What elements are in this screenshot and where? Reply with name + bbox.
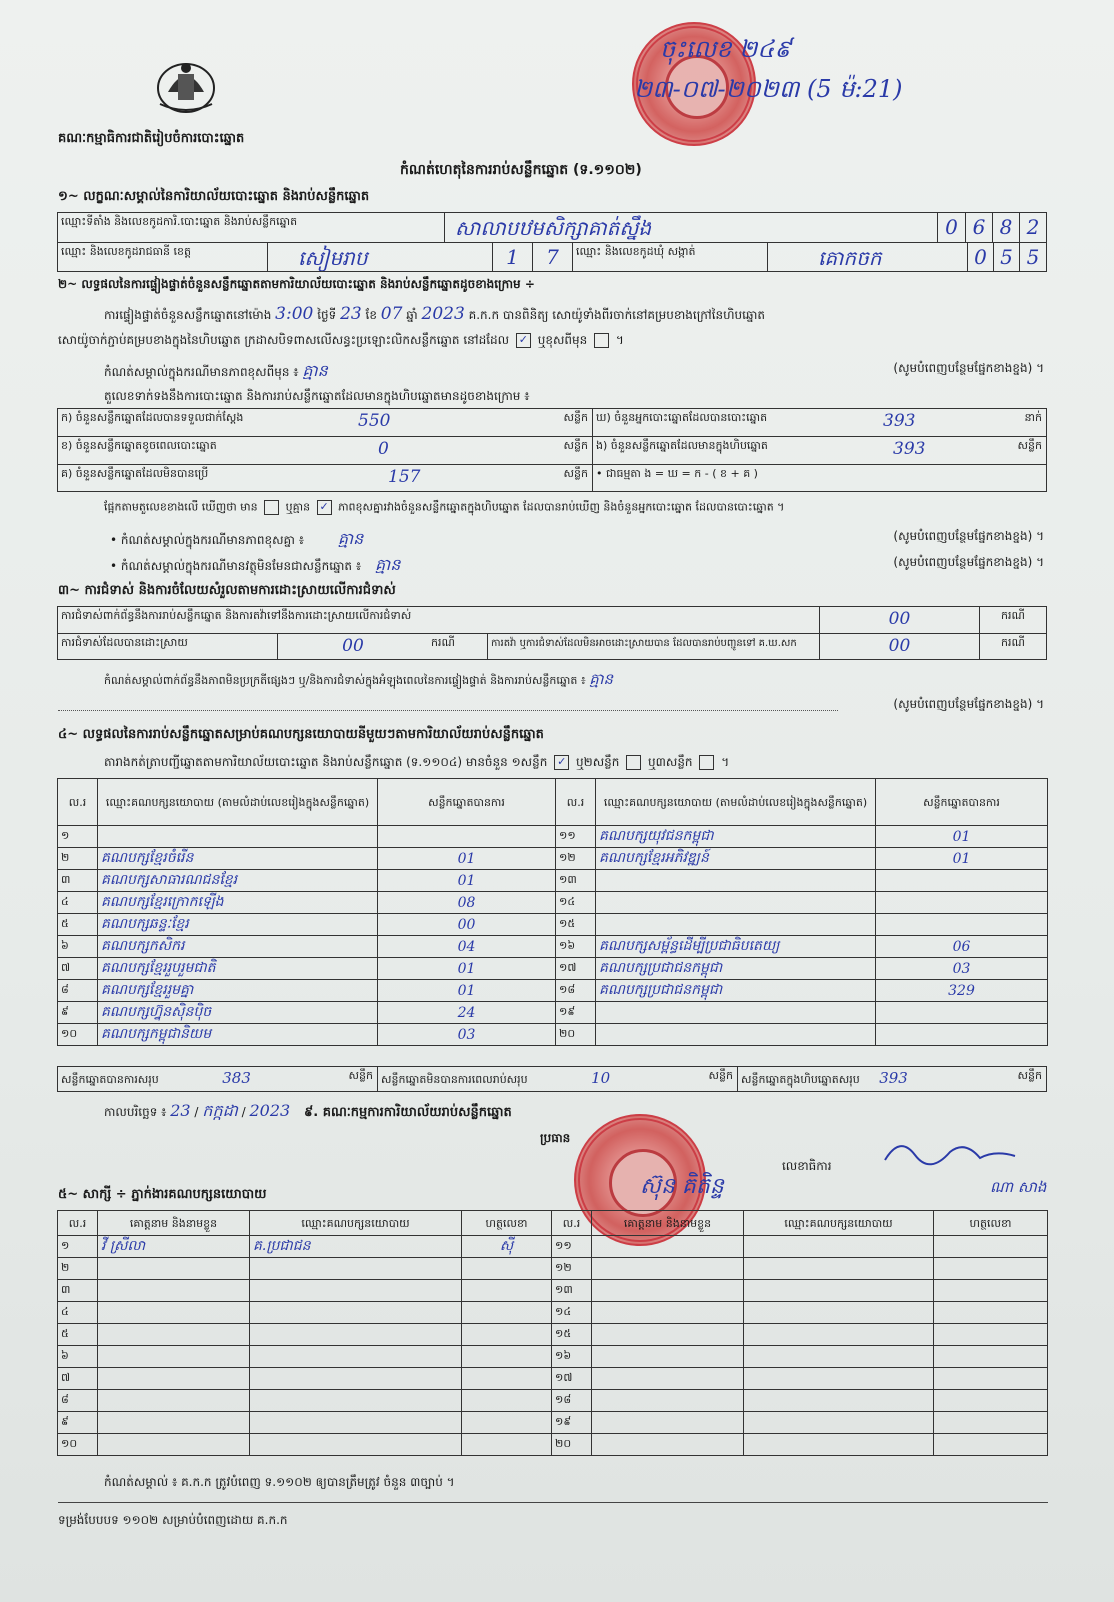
table-row (58, 1024, 1048, 1046)
difference-note-value: គ្មាន (302, 361, 328, 380)
table-row (58, 1002, 1048, 1024)
no-cell: ៦ (58, 936, 98, 958)
form-note: ទម្រង់បែបបទ ១១០២ សម្រាប់បំពេញដោយ គ.ក.ក (58, 1513, 288, 1527)
party-cell: គណបក្សប្រជាជនកម្ពុជា (596, 958, 876, 980)
party-cell (744, 1434, 934, 1456)
sign-cell: ស៊ី (462, 1236, 552, 1258)
sign-cell (462, 1346, 552, 1368)
col-name: គោត្តនាម និងនាមខ្លួន (592, 1211, 744, 1236)
party-cell: គណបក្សកម្ពុជានិយម (98, 1024, 378, 1046)
name-cell (592, 1280, 744, 1302)
col-sign: ហត្ថលេខា (462, 1211, 552, 1236)
section2-heading: ២~ លទ្ធផលនៃការផ្ទៀងផ្ទាត់ចំនួនសន្លឹកឆ្នោតតាមការិយាល័យបោះឆ្នោត និងរាប់សន្លឹកឆ្នោតដូចខាងក្រោម ÷ (58, 277, 535, 291)
votes-cell (876, 1024, 1048, 1046)
totals-row (57, 1066, 1047, 1092)
received-number: ចុះលេខ ២៤៩ (660, 35, 792, 63)
votes-cell: 00 (378, 914, 556, 936)
no-cell: ៥ (58, 1324, 98, 1346)
table-row (58, 826, 1048, 848)
col-sign: ហត្ថលេខា (934, 1211, 1048, 1236)
name-cell (98, 1302, 250, 1324)
commune-code-digit: 5 (1026, 245, 1040, 269)
votes-cell: 06 (876, 936, 1048, 958)
col-no: ល.រ (58, 1211, 98, 1236)
party-cell (744, 1368, 934, 1390)
votes-cell: 08 (378, 892, 556, 914)
party-cell (250, 1390, 462, 1412)
table-row (58, 980, 1048, 1002)
no-cell: ១៧ (552, 1368, 592, 1390)
site-code-digit: 8 (993, 213, 1020, 243)
verification-time: 3:00 (275, 304, 314, 324)
no-cell: ១៩ (552, 1412, 592, 1434)
name-cell (592, 1302, 744, 1324)
figure-k: ក) ចំនួនសន្លឹកឆ្នោតដែលបានទទួលជាក់ស្តែង 550 សន្លឹក (58, 409, 593, 437)
votes-cell: 24 (378, 1002, 556, 1024)
party-cell: គណបក្សឆន្ទៈខ្មែរ (98, 914, 378, 936)
votes-cell: 03 (378, 1024, 556, 1046)
no-cell: ១៨ (556, 980, 596, 1002)
col-party: ឈ្មោះគណបក្សនយោបាយ (250, 1211, 462, 1236)
party-cell (596, 1024, 876, 1046)
formula: • ជាធម្មតា ង = ឃ = ក - ( ខ + គ ) (596, 467, 758, 480)
section1-table (57, 212, 1047, 272)
no-cell: ១០ (58, 1024, 98, 1046)
received-datetime: ២៣-០៧-២០២៣ (5 ម៉:21) (634, 75, 903, 103)
name-cell (98, 1258, 250, 1280)
party-cell (744, 1280, 934, 1302)
party-cell: គណបក្សកសិករ (98, 936, 378, 958)
col-no: ល.រ (556, 779, 596, 826)
no-cell: ១២ (552, 1258, 592, 1280)
sheet-count-line: តារាងកត់ត្រាបញ្ជីឆ្នោតតាមការិយាល័យបោះឆ្នោត និងរាប់សន្លឹកឆ្នោត (ទ.១១០៤) មានចំនួន ១សន្លឹក ✓ ឬ២សន្លឹក ឬ៣សន្លឹក ។ (104, 755, 730, 769)
president-label: ប្រធាន (540, 1131, 571, 1145)
party-cell (744, 1346, 934, 1368)
president-name: ស៊ុន គិតិន្ទ (640, 1174, 724, 1199)
discrepancy-line: ផ្អែកតាមតួលេខខាងលើ ឃើញថា មាន ឬគ្មាន ✓ ភាពខុសគ្នារវាងចំនួនសន្លឹកឆ្នោតក្នុងហិបឆ្នោត ដែលបានរាប់ឃើញ និងចំនួនអ្នកបោះឆ្នោត ដែលបានបោះឆ្នោត ។ (104, 500, 785, 514)
party-cell: គណបក្សខ្មែរក្រោកឡើង (98, 892, 378, 914)
counting-committee: ៩. គណៈកម្មការការិយាល័យរាប់សន្លឹកឆ្នោត (304, 1105, 512, 1120)
signing-month: កក្កដា (202, 1101, 238, 1120)
table-row (58, 1236, 1048, 1258)
no-cell: ១៤ (556, 892, 596, 914)
no-cell: ១០ (58, 1434, 98, 1456)
votes-cell (876, 870, 1048, 892)
no-cell: ១៧ (556, 958, 596, 980)
name-cell (98, 1368, 250, 1390)
name-cell (98, 1412, 250, 1434)
verification-year: 2023 (421, 304, 465, 324)
votes-cell: 01 (378, 980, 556, 1002)
no-cell: ៤ (58, 1302, 98, 1324)
no-cell: ៧ (58, 958, 98, 980)
party-cell: គណបក្សខ្មែររួបរួមជាតិ (98, 958, 378, 980)
no-cell: ១៦ (552, 1346, 592, 1368)
party-cell (250, 1368, 462, 1390)
party-cell: គណបក្សសាធារណជនខ្មែរ (98, 870, 378, 892)
two-sheet-checkbox[interactable] (626, 755, 641, 770)
votes-cell (876, 1002, 1048, 1024)
total-valid: សន្លឹកឆ្នោតបានការសរុប 383 សន្លឹក (58, 1067, 378, 1091)
name-cell (592, 1346, 744, 1368)
figure-gh: ឃ) ចំនួនអ្នកបោះឆ្នោតដែលបានបោះឆ្នោត 393 នាក់ (593, 409, 1046, 437)
no-cell: ២០ (552, 1434, 592, 1456)
table-row (58, 914, 1048, 936)
party-cell (744, 1412, 934, 1434)
table-row (58, 1390, 1048, 1412)
site-code-digit: 0 (938, 213, 966, 243)
votes-cell: 04 (378, 936, 556, 958)
no-cell: ២០ (556, 1024, 596, 1046)
name-cell (592, 1434, 744, 1456)
difference-note: កំណត់សម្គាល់ក្នុងករណីមានភាពខុសពីមុន ៖ គ្មាន (សូមបំពេញបន្ថែមផ្នែកខាងខ្នង) ។ (104, 361, 1044, 380)
province-code-digit: 1 (493, 243, 533, 271)
table-row (58, 848, 1048, 870)
no-cell: ១៥ (556, 914, 596, 936)
no-cell: ១ (58, 826, 98, 848)
verification-line: ការផ្ទៀងផ្ទាត់ចំនួនសន្លឹកឆ្នោតនៅម៉ោង 3:00 ថ្ងៃទី 23 ខែ 07 ឆ្នាំ 2023 គ.ក.ក បានពិនិត្យ សោយ៉ូទាំងពីរចាក់នៅគម្របខាងក្រៅនៃហិបឆ្នោត (104, 304, 766, 324)
col-party: ឈ្មោះគណបក្សនយោបាយ (តាមលំដាប់លេខរៀងក្នុងសន្លឹកឆ្នោត) (596, 779, 876, 826)
name-cell (592, 1368, 744, 1390)
party-cell (744, 1236, 934, 1258)
changed-checkbox[interactable] (594, 333, 609, 348)
name-cell (98, 1280, 250, 1302)
footnote: កំណត់សម្គាល់ ៖ គ.ក.ក ត្រូវបំពេញ ទ.១១០២ ឲ្យបានត្រឹមត្រូវ ចំនួន ៣ច្បាប់ ។ (104, 1475, 455, 1489)
no-cell: ១២ (556, 848, 596, 870)
votes-cell (378, 826, 556, 848)
objections-label: ការជំទាស់ពាក់ព័ន្ធនឹងការរាប់សន្លឹកឆ្នោត និងការតវ៉ាទៅនឹងការដោះស្រាយលើការជំទាស់ (58, 607, 820, 634)
bullet-difference: • កំណត់សម្គាល់ក្នុងករណីមានភាពខុសគ្នា ៖ គ្មាន (សូមបំពេញបន្ថែមផ្នែកខាងខ្នង) ។ (110, 529, 1044, 548)
sign-cell (934, 1434, 1048, 1456)
party-cell: គណបក្សប្រជាជនកម្ពុជា (596, 980, 876, 1002)
party-rows (58, 826, 1048, 1046)
sign-cell (462, 1412, 552, 1434)
no-cell: ៨ (58, 980, 98, 1002)
party-cell (250, 1302, 462, 1324)
no-cell: ២ (58, 848, 98, 870)
name-cell (98, 1390, 250, 1412)
party-cell (250, 1346, 462, 1368)
table-row (58, 892, 1048, 914)
name-cell (592, 1324, 744, 1346)
votes-cell: 329 (876, 980, 1048, 1002)
figures-table (57, 408, 1047, 492)
party-cell (250, 1280, 462, 1302)
site-code-digit: 6 (966, 213, 993, 243)
site-code-digit: 2 (1020, 213, 1046, 243)
sign-cell (462, 1434, 552, 1456)
resolved-label: ការជំទាស់ដែលបានដោះស្រាយ (58, 634, 278, 659)
col-party: ឈ្មោះគណបក្សនយោបាយ (744, 1211, 934, 1236)
signing-year: 2023 (249, 1101, 291, 1120)
votes-cell (876, 892, 1048, 914)
objections-unit: ករណី (980, 607, 1046, 634)
no-cell: ៨ (58, 1390, 98, 1412)
sign-cell (462, 1280, 552, 1302)
sign-cell (934, 1412, 1048, 1434)
figure-kh-value: 0 (378, 439, 389, 459)
no-cell: ១៣ (556, 870, 596, 892)
no-cell: ១៩ (556, 1002, 596, 1024)
has-difference-checkbox[interactable] (264, 500, 279, 515)
no-cell: ១៣ (552, 1280, 592, 1302)
sign-cell (934, 1302, 1048, 1324)
sign-cell (462, 1302, 552, 1324)
dotted-line (58, 710, 838, 711)
no-cell: ១១ (552, 1236, 592, 1258)
unchanged-checkbox[interactable]: ✓ (516, 333, 531, 348)
party-cell: គណបក្សខ្មែររួមគ្នា (98, 980, 378, 1002)
no-cell: ៩ (58, 1002, 98, 1024)
section1-heading: ១~ លក្ខណៈសម្គាល់នៃការិយាល័យបោះឆ្នោត និងរាប់សន្លឹកឆ្នោត (58, 189, 370, 204)
table-row (58, 958, 1048, 980)
signing-day: 23 (170, 1101, 191, 1120)
party-cell: គណបក្សសម្ព័ន្ធដើម្បីប្រជាធិបតេយ្យ (596, 936, 876, 958)
commune-label: ឈ្មោះ និងលេខកូដឃុំ សង្កាត់ (573, 243, 768, 271)
no-cell: ៧ (58, 1368, 98, 1390)
no-cell: ៦ (58, 1346, 98, 1368)
committee-name: គណៈកម្មាធិការជាតិរៀបចំការបោះឆ្នោត (58, 131, 245, 146)
footer-rule (58, 1502, 1048, 1503)
no-cell: ៩ (58, 1412, 98, 1434)
table-row (58, 1412, 1048, 1434)
irregularity-note: កំណត់សម្គាល់ពាក់ព័ន្ធនឹងភាពមិនប្រក្រតីផ្សេងៗ ឬ/និងការជំទាស់ក្នុងអំឡុងពេលនៃការផ្ទៀងផ្ទាត់ និងការរាប់សន្លឹកឆ្នោត ៖ គ្មាន (104, 670, 614, 688)
col-party: ឈ្មោះគណបក្សនយោបាយ (តាមលំដាប់លេខរៀងក្នុងសន្លឹកឆ្នោត) (98, 779, 378, 826)
section3-heading: ៣~ ការជំទាស់ និងការចំលែយសំរួលតាមការដោះស្រាយលើការជំទាស់ (58, 583, 396, 598)
col-no: ល.រ (552, 1211, 592, 1236)
party-cell: គណបក្សយុវជនកម្ពុជា (596, 826, 876, 848)
secretary: លេខាធិការ (782, 1159, 832, 1173)
party-results-table (57, 778, 1048, 1046)
figure-ng-value: 393 (893, 439, 926, 459)
section4-heading: ៤~ លទ្ធផលនៃការរាប់សន្លឹកឆ្នោតសម្រាប់គណបក្សនយោបាយនីមួយៗតាមការិយាល័យរាប់សន្លឹកឆ្នោត (58, 727, 544, 742)
total-invalid-value: 10 (591, 1069, 611, 1087)
objections-value: 00 (820, 607, 980, 634)
party-cell: គ.ប្រជាជន (250, 1236, 462, 1258)
col-votes: សន្លឹកឆ្នោតបានការ (378, 779, 556, 826)
secretary-signature (880, 1130, 1020, 1174)
resolved-unit: ករណី (428, 634, 488, 659)
signing-date: កាលបរិច្ឆេទ ៖ 23 / កក្កដា / 2023 ៩. គណៈកម្មការការិយាល័យរាប់សន្លឹកឆ្នោត (104, 1101, 512, 1120)
table-row (58, 1258, 1048, 1280)
no-cell: ១ (58, 1236, 98, 1258)
section5-heading: ៥~ សាក្សី ÷ ភ្នាក់ងារគណបក្សនយោបាយ (58, 1187, 267, 1202)
province-label: ឈ្មោះ និងលេខកូដរាជធានី ខេត្ត (58, 243, 268, 271)
province-code-digit: 7 (533, 243, 573, 271)
no-cell: ១៦ (556, 936, 596, 958)
sign-cell (934, 1236, 1048, 1258)
bullet-foreign-object-value: គ្មាន (374, 555, 401, 574)
one-sheet-checkbox[interactable]: ✓ (554, 755, 569, 770)
figure-ko: គ) ចំនួនសន្លឹកឆ្នោតដែលមិនបានប្រើ 157 សន្លឹក (58, 465, 593, 491)
witness-rows (58, 1236, 1048, 1456)
name-cell: វី ស្រីលា (98, 1236, 250, 1258)
commune-value: គោកចក (768, 243, 968, 271)
table-row (58, 870, 1048, 892)
table-row (58, 1324, 1048, 1346)
party-cell: គណបក្សហ្វ៊ុនស៊ិនប៉ិច (98, 1002, 378, 1024)
emblem-logo (148, 52, 224, 116)
bullet-foreign-object: • កំណត់សម្គាល់ក្នុងករណីមានវត្ថុមិនមែនជាសន្លឹកឆ្នោត ៖ គ្មាន (សូមបំពេញបន្ថែមផ្នែកខាងខ្នង) ។ (110, 555, 1044, 574)
party-cell (596, 892, 876, 914)
no-cell: ១១ (556, 826, 596, 848)
votes-cell: 03 (876, 958, 1048, 980)
figure-kh: ខ) ចំនួនសន្លឹកឆ្នោតខូចពេលបោះឆ្នោត 0 សន្លឹក (58, 437, 593, 465)
sign-cell (462, 1390, 552, 1412)
figure-gh-value: 393 (883, 411, 916, 431)
party-cell (250, 1258, 462, 1280)
sign-cell (934, 1280, 1048, 1302)
sign-cell (934, 1368, 1048, 1390)
table-row (58, 1368, 1048, 1390)
site-value: សាលាបឋមសិក្សាគាត់ស្នឹង (445, 213, 938, 243)
party-cell (596, 870, 876, 892)
name-cell (98, 1324, 250, 1346)
witness-table (57, 1210, 1048, 1456)
name-cell (98, 1434, 250, 1456)
sign-cell (462, 1258, 552, 1280)
col-votes: សន្លឹកឆ្នោតបានការ (876, 779, 1048, 826)
party-cell (744, 1324, 934, 1346)
votes-cell (876, 914, 1048, 936)
seal-line: សោយ៉ូចាក់ភ្ជាប់គម្របខាងក្នុងនៃហិបឆ្នោត ក្រដាសបិទពាសលើសន្ធះប្រឡោះលិកសន្លឹកឆ្នោត នៅដដែល ✓ ឬខុសពីមុន ។ (58, 333, 624, 347)
verification-month: 07 (380, 304, 403, 324)
votes-cell: 01 (876, 848, 1048, 870)
commune-code-digit: 0 (968, 243, 994, 271)
votes-cell: 01 (378, 958, 556, 980)
bullet-difference-value: គ្មាន (337, 529, 364, 548)
site-label: ឈ្មោះទីតាំង និងលេខកូដការិ.បោះឆ្នោត និងរាប់សន្លឹកឆ្នោត (58, 213, 445, 243)
party-cell (596, 914, 876, 936)
total-invalid: សន្លឹកឆ្នោតមិនបានការពេលរាប់សរុប 10 សន្លឹក (378, 1067, 738, 1091)
no-cell: ៣ (58, 1280, 98, 1302)
party-cell (250, 1412, 462, 1434)
col-no: ល.រ (58, 779, 98, 826)
party-cell (744, 1390, 934, 1412)
table-row (58, 1280, 1048, 1302)
secretary-name: ណា សាង (990, 1178, 1047, 1196)
figure-k-value: 550 (358, 411, 391, 431)
province-value: សៀមរាប (268, 243, 493, 271)
name-cell (592, 1236, 744, 1258)
unresolved-value: 00 (820, 634, 980, 659)
sign-cell (934, 1346, 1048, 1368)
total-in-box-value: 393 (879, 1069, 908, 1087)
no-difference-checkbox[interactable]: ✓ (317, 500, 332, 515)
verification-day: 23 (340, 304, 362, 324)
table-row (58, 936, 1048, 958)
party-cell: គណបក្សខ្មែរចំរើន (98, 848, 378, 870)
no-cell: ៤ (58, 892, 98, 914)
party-cell (98, 826, 378, 848)
name-cell (98, 1346, 250, 1368)
col-name: គោត្តនាម និងនាមខ្លួន (98, 1211, 250, 1236)
irregularity-note-value: គ្មាន (589, 670, 614, 688)
total-in-box: សន្លឹកឆ្នោតក្នុងហិបឆ្នោតសរុប 393 សន្លឹក (741, 1069, 1042, 1087)
votes-cell: 01 (876, 826, 1048, 848)
three-sheet-checkbox[interactable] (699, 755, 714, 770)
table-row (58, 1302, 1048, 1324)
no-cell: ១៤ (552, 1302, 592, 1324)
commune-code-digit: 5 (994, 243, 1020, 271)
no-cell: ៥ (58, 914, 98, 936)
sign-cell (934, 1258, 1048, 1280)
name-cell (592, 1258, 744, 1280)
table-row (58, 1434, 1048, 1456)
votes-cell: 01 (378, 848, 556, 870)
sign-cell (934, 1324, 1048, 1346)
unresolved-label: ការតវ៉ា ឬការជំទាស់ដែលមិនអាចដោះស្រាយបាន ដែលបានរាប់បញ្ជូនទៅ គ.ឃ.សក (488, 634, 820, 659)
total-valid-value: 383 (222, 1069, 251, 1087)
form-title: កំណត់ហេតុនៃការរាប់សន្លឹកឆ្នោត (ទ.១១០២) (400, 162, 642, 178)
party-cell: គណបក្សខ្មែរអភិវឌ្ឍន៍ (596, 848, 876, 870)
no-cell: ១៥ (552, 1324, 592, 1346)
no-cell: ២ (58, 1258, 98, 1280)
sign-cell (934, 1390, 1048, 1412)
name-cell (592, 1390, 744, 1412)
party-cell (250, 1434, 462, 1456)
party-cell (250, 1324, 462, 1346)
unresolved-unit: ករណី (1001, 636, 1025, 649)
figures-intro: តួលេខទាក់ទងនឹងការបោះឆ្នោត និងការរាប់សន្លឹកឆ្នោតដែលមានក្នុងហិបឆ្នោតមានដូចខាងក្រោម ៖ (104, 389, 530, 403)
figure-ko-value: 157 (388, 467, 421, 487)
party-cell (596, 1002, 876, 1024)
party-cell (744, 1302, 934, 1324)
party-cell (744, 1258, 934, 1280)
objections-table (57, 606, 1047, 660)
figure-ng: ង) ចំនួនសន្លឹកឆ្នោតដែលមានក្នុងហិបឆ្នោត 393 សន្លឹក (593, 437, 1046, 465)
no-cell: ១៨ (552, 1390, 592, 1412)
resolved-value: 00 (342, 636, 364, 656)
no-cell: ៣ (58, 870, 98, 892)
table-row (58, 1346, 1048, 1368)
irregularity-fill-hint: (សូមបំពេញបន្ថែមផ្នែកខាងខ្នង) ។ (893, 697, 1044, 711)
name-cell (592, 1412, 744, 1434)
sign-cell (462, 1368, 552, 1390)
sign-cell (462, 1324, 552, 1346)
votes-cell: 01 (378, 870, 556, 892)
